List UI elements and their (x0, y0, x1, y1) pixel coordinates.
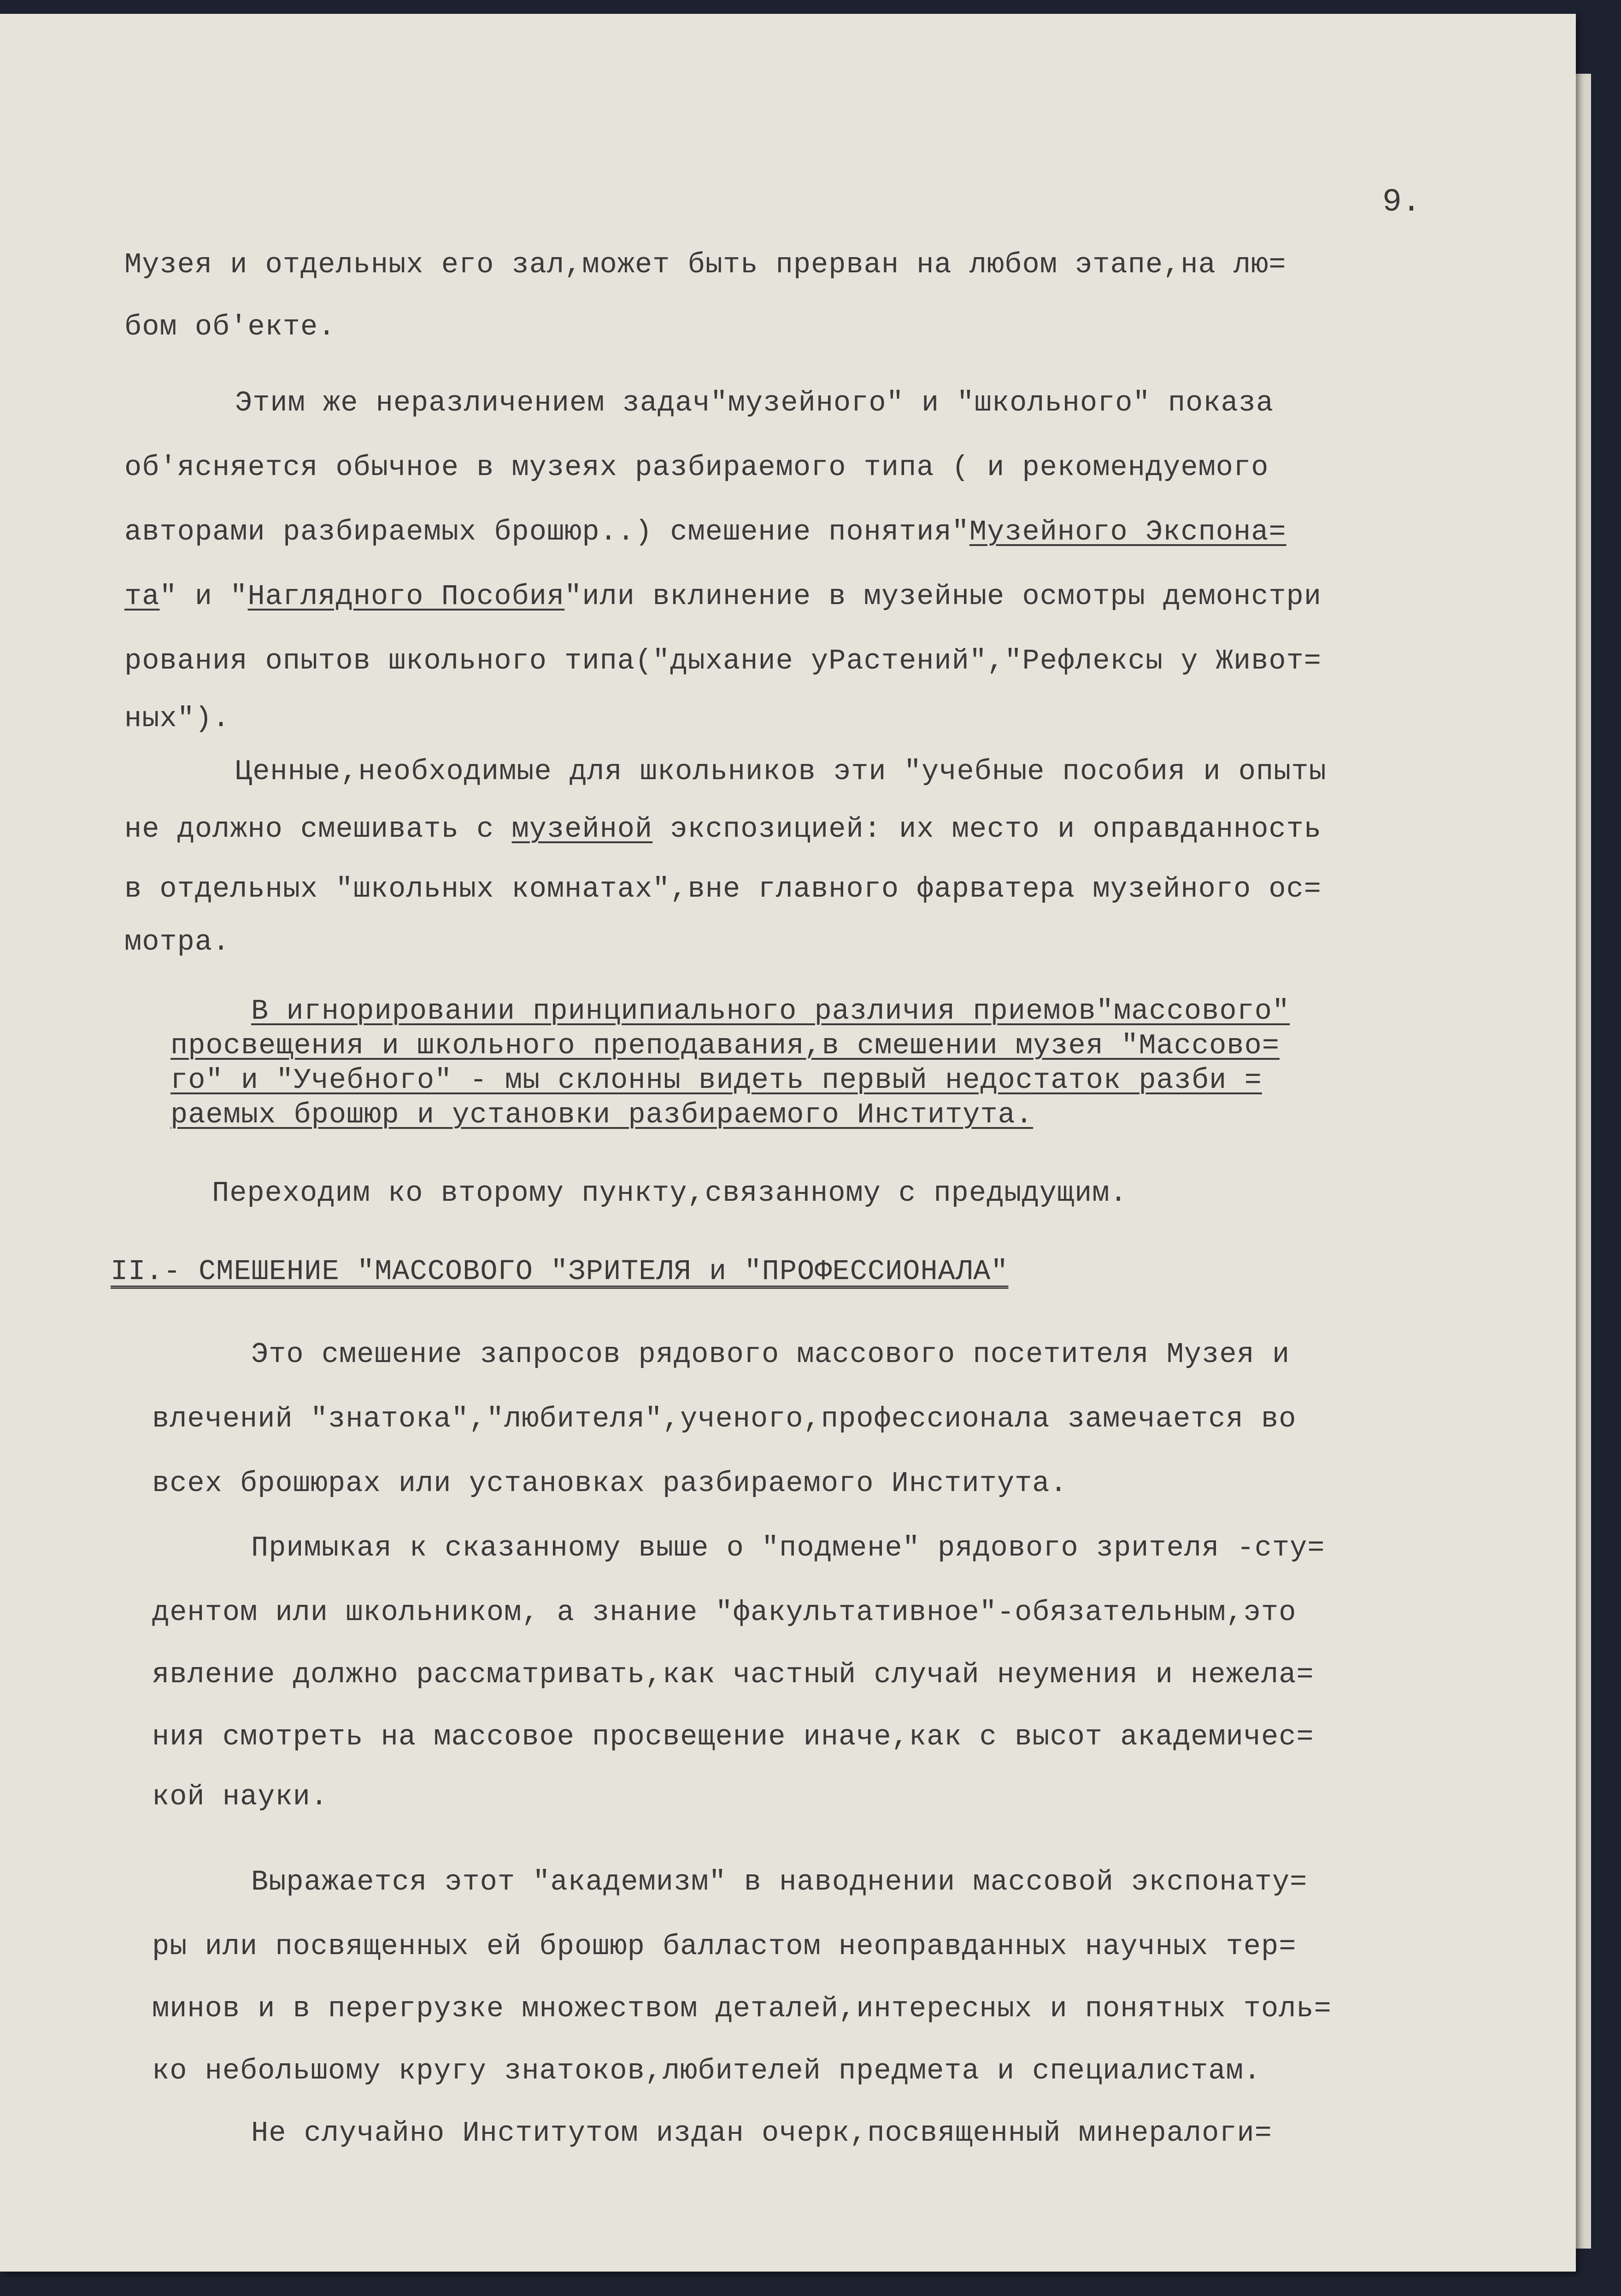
text-line: ко небольшому кругу знатоков,любителей предмета и специалистам. (152, 2055, 1261, 2087)
text-line: Выражается этот "академизм" в наводнении массовой экспонату= (251, 1866, 1308, 1898)
underlined-term: музейной (511, 813, 653, 846)
underlined-conclusion-line: раемых брошюр и установки разбираемого Института. (170, 1098, 1034, 1131)
text-line: ния смотреть на массовое просвещение иначе,как с высот академичес= (152, 1721, 1314, 1753)
underlined-term: Наглядного Пособия (247, 580, 565, 613)
text-line: минов и в перегрузке множеством деталей,интересных и понятных толь= (152, 1992, 1332, 2025)
text-line: кой науки. (152, 1780, 329, 1813)
text-line: рования опытов школьного типа("дыхание уРастений","Рефлексы у Живот= (124, 645, 1322, 677)
text-line: Этим же неразличением задач"музейного" и "школьного" показа (235, 387, 1274, 419)
text-line: влечений "знатока","любителя",ученого,профессионала замечается во (152, 1403, 1297, 1435)
text-line: об'ясняется обычное в музеях разбираемого типа ( и рекомендуемого (124, 451, 1269, 484)
text-line: Музея и отдельных его зал,может быть прерван на любом этапе,на лю= (124, 248, 1286, 281)
typewritten-page (0, 14, 1576, 2272)
text-line: Это смешение запросов рядового массового посетителя Музея и (251, 1338, 1290, 1371)
text-line: явление должно рассматривать,как частный случай неумения и нежела= (152, 1658, 1314, 1691)
text-line: дентом или школьником, а знание "факультативное"-обязательным,это (152, 1596, 1297, 1629)
text-line: ных"). (124, 702, 230, 735)
page-number: 9. (1382, 184, 1421, 221)
underlined-conclusion-line: го" и "Учебного" - мы склонны видеть первый недостаток разби = (170, 1064, 1262, 1097)
text-line: не должно смешивать с музейной экспозицией: их место и оправданность (124, 813, 1322, 846)
text-line: та" и "Наглядного Пособия"или вклинение в музейные осмотры демонстри (124, 580, 1322, 613)
underlined-term: та (124, 580, 160, 613)
text-line: Ценные,необходимые для школьников эти "учебные пособия и опыты (235, 755, 1327, 788)
text-line: Переходим ко второму пункту,связанному с предыдущим. (212, 1177, 1128, 1210)
text-line: мотра. (124, 926, 230, 958)
section-heading: II.- СМЕШЕНИЕ "МАССОВОГО "ЗРИТЕЛЯ и "ПРОФЕССИОНАЛА" (111, 1255, 1009, 1288)
underlined-conclusion-line: просвещения и школьного преподавания,в смешении музея "Массово= (170, 1029, 1280, 1062)
text-line: бом об'екте. (124, 311, 336, 343)
text-line: всех брошюрах или установках разбираемого Института. (152, 1467, 1068, 1500)
text-line: Примыкая к сказанному выше о "подмене" рядового зрителя -сту= (251, 1532, 1325, 1564)
text-line: в отдельных "школьных комнатах",вне главного фарватера музейного ос= (124, 873, 1322, 905)
text-line: ры или посвященных ей брошюр балластом неоправданных научных тер= (152, 1930, 1297, 1963)
underlined-conclusion-line: В игнорировании принципиального различия приемов"массового" (251, 995, 1290, 1028)
text-line: Не случайно Институтом издан очерк,посвященный минералоги= (251, 2117, 1272, 2149)
underlined-term: Музейного Экспона= (969, 516, 1286, 548)
text-line: авторами разбираемых брошюр..) смешение понятия"Музейного Экспона= (124, 516, 1286, 548)
